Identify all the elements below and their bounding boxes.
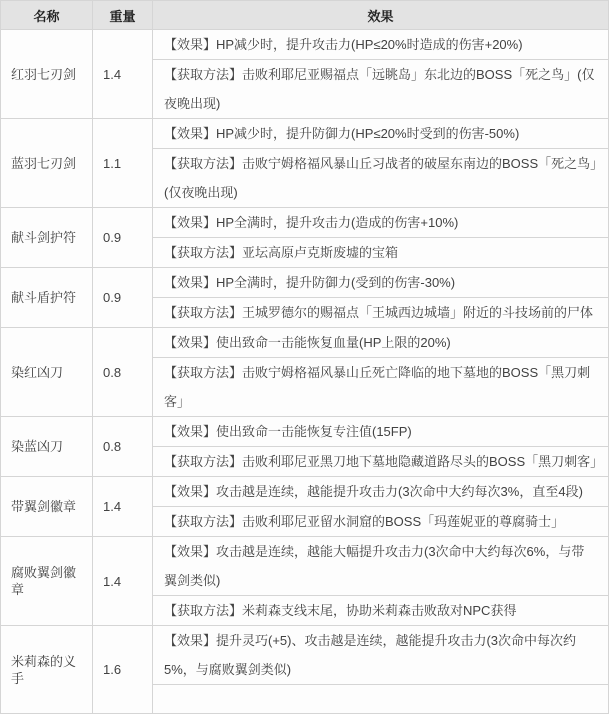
item-effect: 【效果】使出致命一击能恢复专注值(15FP) xyxy=(153,417,609,447)
item-acquisition: 【获取方法】击败利耶尼亚黑刀地下墓地隐藏道路尽头的BOSS「黑刀刺客」 xyxy=(153,447,609,477)
item-acquisition: 【获取方法】亚坛高原卢克斯废墟的宝箱 xyxy=(153,238,609,268)
item-effect: 【效果】HP减少时，提升攻击力(HP≤20%时造成的伤害+20%) xyxy=(153,30,609,60)
table-row xyxy=(1,537,609,596)
column-header-effect: 效果 xyxy=(153,1,609,30)
column-header-weight: 重量 xyxy=(93,1,153,30)
item-row-group xyxy=(1,328,609,417)
item-name: 献斗盾护符 xyxy=(1,268,93,328)
item-effect: 【效果】HP全满时，提升防御力(受到的伤害-30%) xyxy=(153,268,609,298)
item-weight: 1.1 xyxy=(93,119,153,208)
item-name: 蓝羽七刃剑 xyxy=(1,119,93,208)
item-name: 米莉森的义手 xyxy=(1,626,93,714)
item-weight: 0.8 xyxy=(93,417,153,477)
table-row xyxy=(1,268,609,298)
item-weight: 0.8 xyxy=(93,328,153,417)
item-effect: 【效果】攻击越是连续，越能提升攻击力(3次命中大约每次3%，直至4段) xyxy=(153,477,609,507)
table-row xyxy=(1,477,609,507)
item-row-group xyxy=(1,477,609,537)
item-acquisition xyxy=(153,685,609,714)
column-header-name: 名称 xyxy=(1,1,93,30)
item-acquisition: 【获取方法】击败利耶尼亚留水洞窟的BOSS「玛莲妮亚的尊腐骑士」 xyxy=(153,507,609,537)
item-weight: 0.9 xyxy=(93,268,153,328)
item-name: 染红凶刀 xyxy=(1,328,93,417)
table-row xyxy=(1,119,609,149)
item-row-group xyxy=(1,268,609,328)
item-acquisition: 【获取方法】击败利耶尼亚赐福点「远眺岛」东北边的BOSS「死之鸟」(仅夜晚出现) xyxy=(153,60,609,119)
table-row xyxy=(1,328,609,358)
item-acquisition: 【获取方法】王城罗德尔的赐福点「王城西边城墙」附近的斗技场前的尸体 xyxy=(153,298,609,328)
item-row-group xyxy=(1,626,609,714)
item-acquisition: 【获取方法】击败宁姆格福风暴山丘习战者的破屋东南边的BOSS「死之鸟」(仅夜晚出现) xyxy=(153,149,609,208)
item-name: 红羽七刃剑 xyxy=(1,30,93,119)
item-weight: 1.4 xyxy=(93,477,153,537)
table-row xyxy=(1,30,609,60)
item-effect: 【效果】提升灵巧(+5)、攻击越是连续，越能提升攻击力(3次命中每次约5%，与腐败翼剑类似) xyxy=(153,626,609,685)
item-name: 腐败翼剑徽章 xyxy=(1,537,93,626)
item-name: 带翼剑徽章 xyxy=(1,477,93,537)
item-weight: 1.4 xyxy=(93,30,153,119)
item-effect: 【效果】HP减少时，提升防御力(HP≤20%时受到的伤害-50%) xyxy=(153,119,609,149)
table-row xyxy=(1,626,609,685)
item-row-group xyxy=(1,208,609,268)
item-acquisition: 【获取方法】击败宁姆格福风暴山丘死亡降临的地下墓地的BOSS「黑刀刺客」 xyxy=(153,358,609,417)
item-acquisition: 【获取方法】米莉森支线末尾，协助米莉森击败敌对NPC获得 xyxy=(153,596,609,626)
item-row-group xyxy=(1,417,609,477)
item-weight: 0.9 xyxy=(93,208,153,268)
item-row-group xyxy=(1,537,609,626)
table-row xyxy=(1,208,609,238)
item-weight: 1.6 xyxy=(93,626,153,714)
item-row-group xyxy=(1,30,609,119)
item-row-group xyxy=(1,119,609,208)
item-effect: 【效果】攻击越是连续，越能大幅提升攻击力(3次命中大约每次6%，与带翼剑类似) xyxy=(153,537,609,596)
item-name: 献斗剑护符 xyxy=(1,208,93,268)
table-header xyxy=(1,1,609,30)
item-weight: 1.4 xyxy=(93,537,153,626)
table-row xyxy=(1,417,609,447)
item-effect: 【效果】HP全满时，提升攻击力(造成的伤害+10%) xyxy=(153,208,609,238)
item-effect: 【效果】使出致命一击能恢复血量(HP上限的20%) xyxy=(153,328,609,358)
item-name: 染蓝凶刀 xyxy=(1,417,93,477)
header-row xyxy=(1,1,609,30)
